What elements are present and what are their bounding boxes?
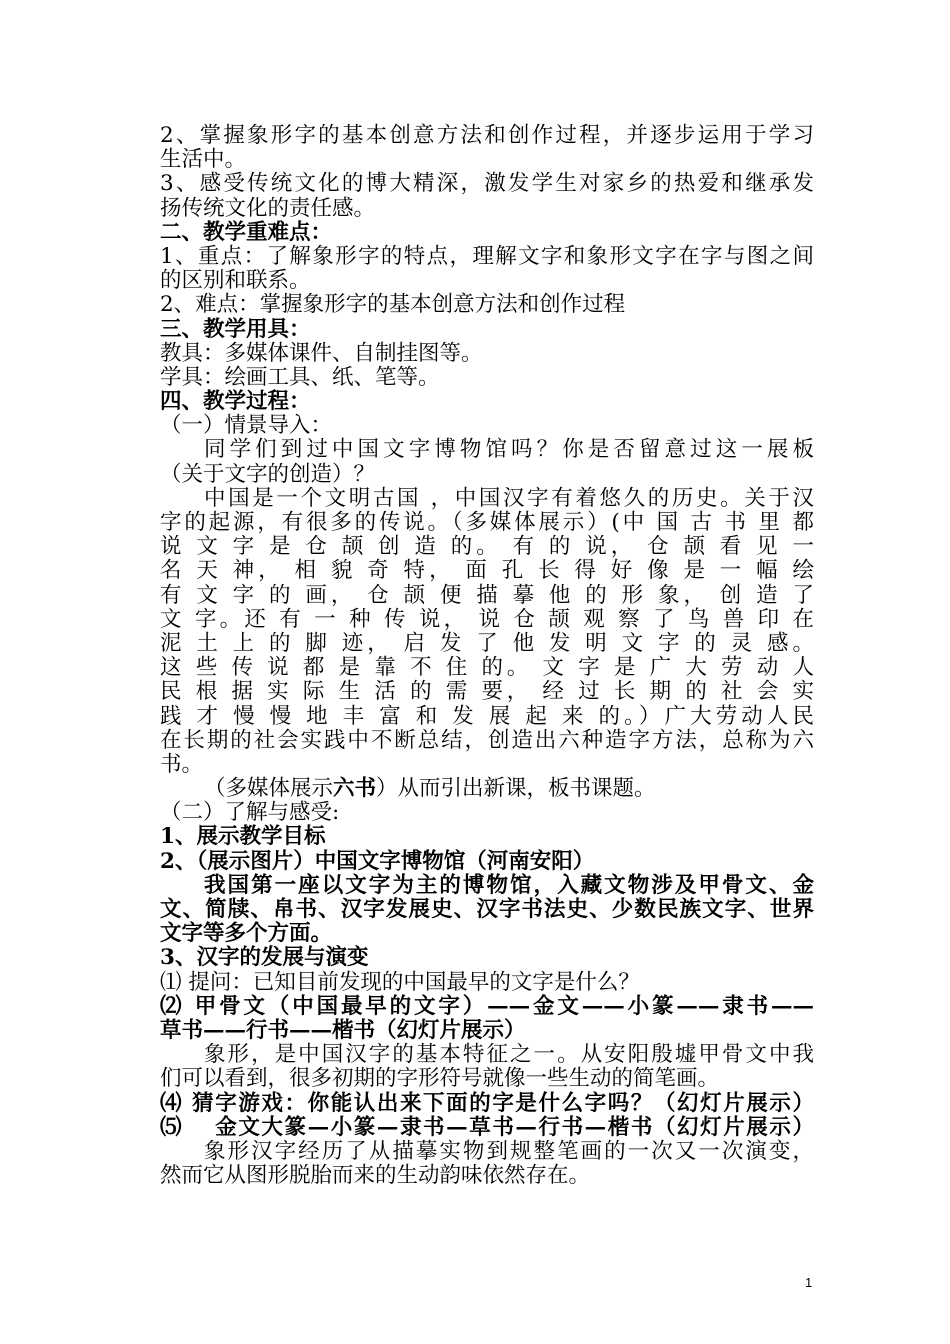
text-line: 书。 (160, 751, 204, 777)
document-body (160, 124, 814, 1188)
text-line: 这 些 传 说 都 是 靠 不 住 的。 文 字 是 广 大 劳 动 人 (160, 655, 814, 681)
text-line: 践 才 慢 慢 地 丰 富 和 发 展 起 来 的。）广大劳动人民 (160, 703, 814, 729)
text-span: ）从而引出新课，板书课题。 (376, 776, 656, 802)
page-number: 1 (805, 1275, 813, 1290)
subsection-heading: （一）情景导入： (160, 413, 333, 439)
text-line: 们可以看到，很多初期的字形符号就像一些生动的简笔画。 (160, 1066, 720, 1092)
text-line: 扬传统文化的责任感。 (160, 195, 376, 221)
text-line: 同学们到过中国文字博物馆吗？你是否留意过这一展板 (204, 437, 814, 463)
text-line: 我国第一座以文字为主的博物馆，入藏文物涉及甲骨文、金 (204, 872, 814, 898)
text-line: 中国是一个文明古国 ，中国汉字有着悠久的历史。关于汉 (204, 485, 814, 511)
text-line: 象形，是中国汉字的基本特征之一。从安阳殷墟甲骨文中我 (204, 1042, 814, 1068)
text-line: 教具：多媒体课件、自制挂图等。 (160, 340, 483, 366)
text-line: ⑴ 提问：已知目前发现的中国最早的文字是什么？ (160, 969, 640, 995)
text-line: 2、（展示图片）中国文字博物馆（河南安阳） (160, 848, 595, 874)
text-line: 民 根 据 实 际 生 活 的 需 要， 经 过 长 期 的 社 会 实 (160, 679, 814, 705)
text-line: 草书——行书——楷书（幻灯片展示） (160, 1017, 526, 1043)
text-line: 泥 土 上 的 脚 迹， 启 发 了 他 发 明 文 字 的 灵 感。 (160, 630, 814, 656)
text-line: ⑷ 猜字游戏：你能认出来下面的字是什么字吗？（幻灯片展示） (160, 1090, 814, 1116)
text-line: 2、难点：掌握象形字的基本创意方法和创作过程 (160, 292, 626, 318)
text-line: 的区别和联系。 (160, 268, 311, 294)
text-line: （关于文字的创造）？ (160, 461, 376, 487)
text-line: 1、重点：了解象形字的特点，理解文字和象形文字在字与图之间 (160, 243, 814, 269)
text-span: （多媒体展示 (204, 776, 334, 802)
section-heading: 二、教学重难点： (160, 219, 333, 245)
text-line: 名 天 神， 相 貌 奇 特， 面 孔 长 得 好 像 是 一 幅 绘 (160, 558, 814, 584)
text-line (160, 777, 814, 801)
text-line: 文字等多个方面。 (160, 921, 333, 947)
text-line: 3、汉字的发展与演变 (160, 945, 369, 971)
bold-span: 六书 (333, 776, 377, 802)
text-line: 2、掌握象形字的基本创意方法和创作过程，并逐步运用于学习 (160, 123, 814, 148)
section-heading: 四、教学过程： (160, 389, 311, 415)
text-line: 然而它从图形脱胎而来的生动韵味依然存在。 (160, 1163, 591, 1189)
section-heading: 三、教学用具： (160, 316, 311, 342)
text-line: 1、展示教学目标 (160, 824, 326, 850)
text-line: 文 字。还 有 一 种 传 说， 说 仓 颉 观 察 了 鸟 兽 印 在 (160, 606, 814, 632)
text-line: 说 文 字 是 仓 颉 创 造 的。 有 的 说， 仓 颉 看 见 一 (160, 534, 814, 560)
text-line: 字的起源，有很多的传说。（多媒体展示）(中 国 古 书 里 都 (160, 510, 814, 535)
text-line: 文、简牍、帛书、汉字发展史、汉字书法史、少数民族文字、世界 (160, 897, 814, 922)
text-line: ⑸ 金文大篆—小篆—隶书—草书—行书—楷书（幻灯片展示） (160, 1114, 814, 1140)
text-line: 3、感受传统文化的博大精深，激发学生对家乡的热爱和继承发 (160, 171, 814, 197)
text-line: 有 文 字 的 画， 仓 颉 便 描 摹 他 的 形 象， 创 造 了 (160, 582, 814, 608)
text-line: 在长期的社会实践中不断总结，创造出六种造字方法，总称为六 (160, 727, 814, 753)
text-line: 生活中。 (160, 147, 247, 173)
text-line: ⑵ 甲骨文（中国最早的文字）——金文——小篆——隶书—— (160, 993, 814, 1019)
text-line: 学具：绘画工具、纸、笔等。 (160, 364, 440, 390)
subsection-heading: （二）了解与感受: (160, 800, 340, 826)
text-line: 象形汉字经历了从描摹实物到规整笔画的一次又一次演变， (204, 1138, 814, 1164)
